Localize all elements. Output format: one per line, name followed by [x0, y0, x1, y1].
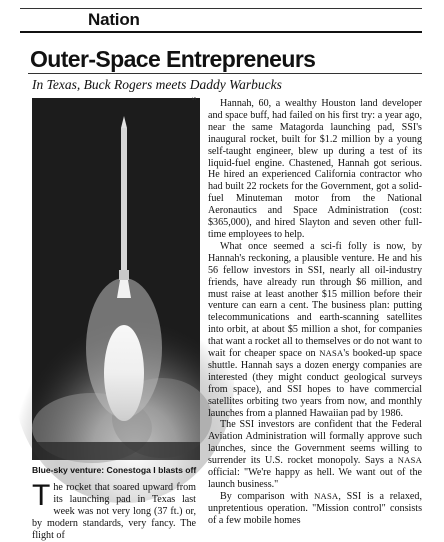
top-rule	[20, 8, 422, 9]
article-paragraph: What once seemed a sci-fi folly is now, by Hannah's reckoning, a plausible venture. He and his 56 fellow investors in SSI, nearly all oil-industry friends, have already run through $6 million, and must raise at least another $15 million before their venture can earn a cent. The business plan: putting telecommunications and earth-scanning satellites into orbit, at about $5 million a shot, for companies that want a rocket all to themselves or do not want to wait for cheaper space on NASA's booked-up space shuttle. Hannah says a dozen energy companies are interested (they might conduct geological surveys from space), and SSI hopes to have commercial satellites orbiting two years from now, and monthly launches from a planned Hawaiian pad by 1986.	[208, 240, 422, 419]
nasa-smallcaps: NASA	[319, 348, 344, 359]
article-headline: Outer-Space Entrepreneurs	[30, 46, 316, 72]
article-paragraph-text: he rocket that soared upward from its launching pad in Texas last week was not very long (37 ft.) or, by modern standards, very fancy. The flight of	[32, 482, 196, 541]
section-label: Nation	[88, 10, 140, 29]
article-column-left	[32, 479, 196, 542]
section-rule	[20, 31, 422, 33]
nasa-smallcaps: NASA	[397, 455, 422, 466]
nasa-smallcaps: NASA	[314, 490, 339, 501]
article-paragraph: The SSI investors are confident that the Federal Aviation Administration will formally approve such launches, since the Government seems willing to surrender its U.S. rocket monopoly. Says a NASA official: "We're happy as hell. We want out of the launch business."	[208, 419, 422, 490]
article-column-right	[208, 98, 422, 527]
article-paragraph: By comparison with NASA, SSI is a relaxed, unpretentious operation. "Mission control" consists of a few mobile homes	[208, 490, 422, 526]
headline-rule	[28, 73, 422, 74]
article-paragraph	[32, 479, 196, 542]
photo-caption: Blue-sky venture: Conestoga I blasts off	[32, 465, 197, 475]
rocket-launch-photo-icon	[32, 98, 200, 460]
article-paragraph: Hannah, 60, a wealthy Houston land developer and space buff, had failed on his first try: a year ago, near the same Matagorda launching pad, SSI's inaugural rocket, built for $1.2 million by a young self-taught engineer, blew up during a test of its liquid-fuel engine. Chastened, Hannah got serious. He hired an experienced California contractor who had built 22 rockets for the Government, got a solid-fuel Minuteman motor from the National Aeronautics and Space Administration (cost: $365,000), and hired Slayton and seven other full-time employees to help.	[208, 98, 422, 240]
drop-cap: T	[32, 479, 51, 512]
article-subhead: In Texas, Buck Rogers meets Daddy Warbucks	[32, 77, 282, 92]
rocket-launch-photo	[32, 98, 200, 460]
photo-credit: S	[192, 97, 198, 101]
